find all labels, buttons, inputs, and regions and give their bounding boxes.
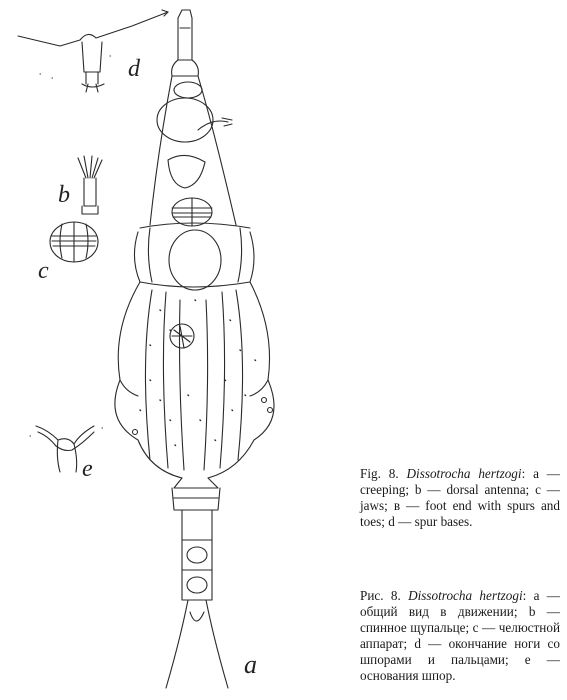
panel-label-c: c — [38, 258, 49, 284]
panel-label-e: e — [82, 456, 93, 482]
caption-ru-prefix: Рис. 8. — [360, 588, 401, 603]
caption-russian — [360, 588, 560, 684]
panel-label-a: a — [244, 650, 257, 679]
caption-en-prefix: Fig. 8. — [360, 466, 399, 481]
caption-english — [360, 466, 560, 530]
panel-label-b: b — [58, 182, 70, 208]
panel-b-drawing — [78, 156, 102, 214]
texture-dots — [140, 300, 256, 446]
caption-ru-text: : a — общий вид в движении; b — спинное щупальце; c — челюстной аппарат; d — окончание ноги со шпорами и пальцами; e — основания шпор. — [360, 588, 560, 683]
rotifer-body-drawing — [115, 10, 274, 688]
caption-en-text: : a — creeping; b — dorsal antenna; c — jaws; в — foot end with spurs and toes; d — spur bases. — [360, 466, 560, 529]
caption-ru-species: Dissotrocha hertzogi — [408, 588, 523, 603]
panel-c-drawing — [50, 222, 98, 262]
caption-en-species: Dissotrocha hertzogi — [406, 466, 522, 481]
panel-d-drawing — [18, 10, 168, 92]
panel-label-d: d — [128, 56, 140, 82]
